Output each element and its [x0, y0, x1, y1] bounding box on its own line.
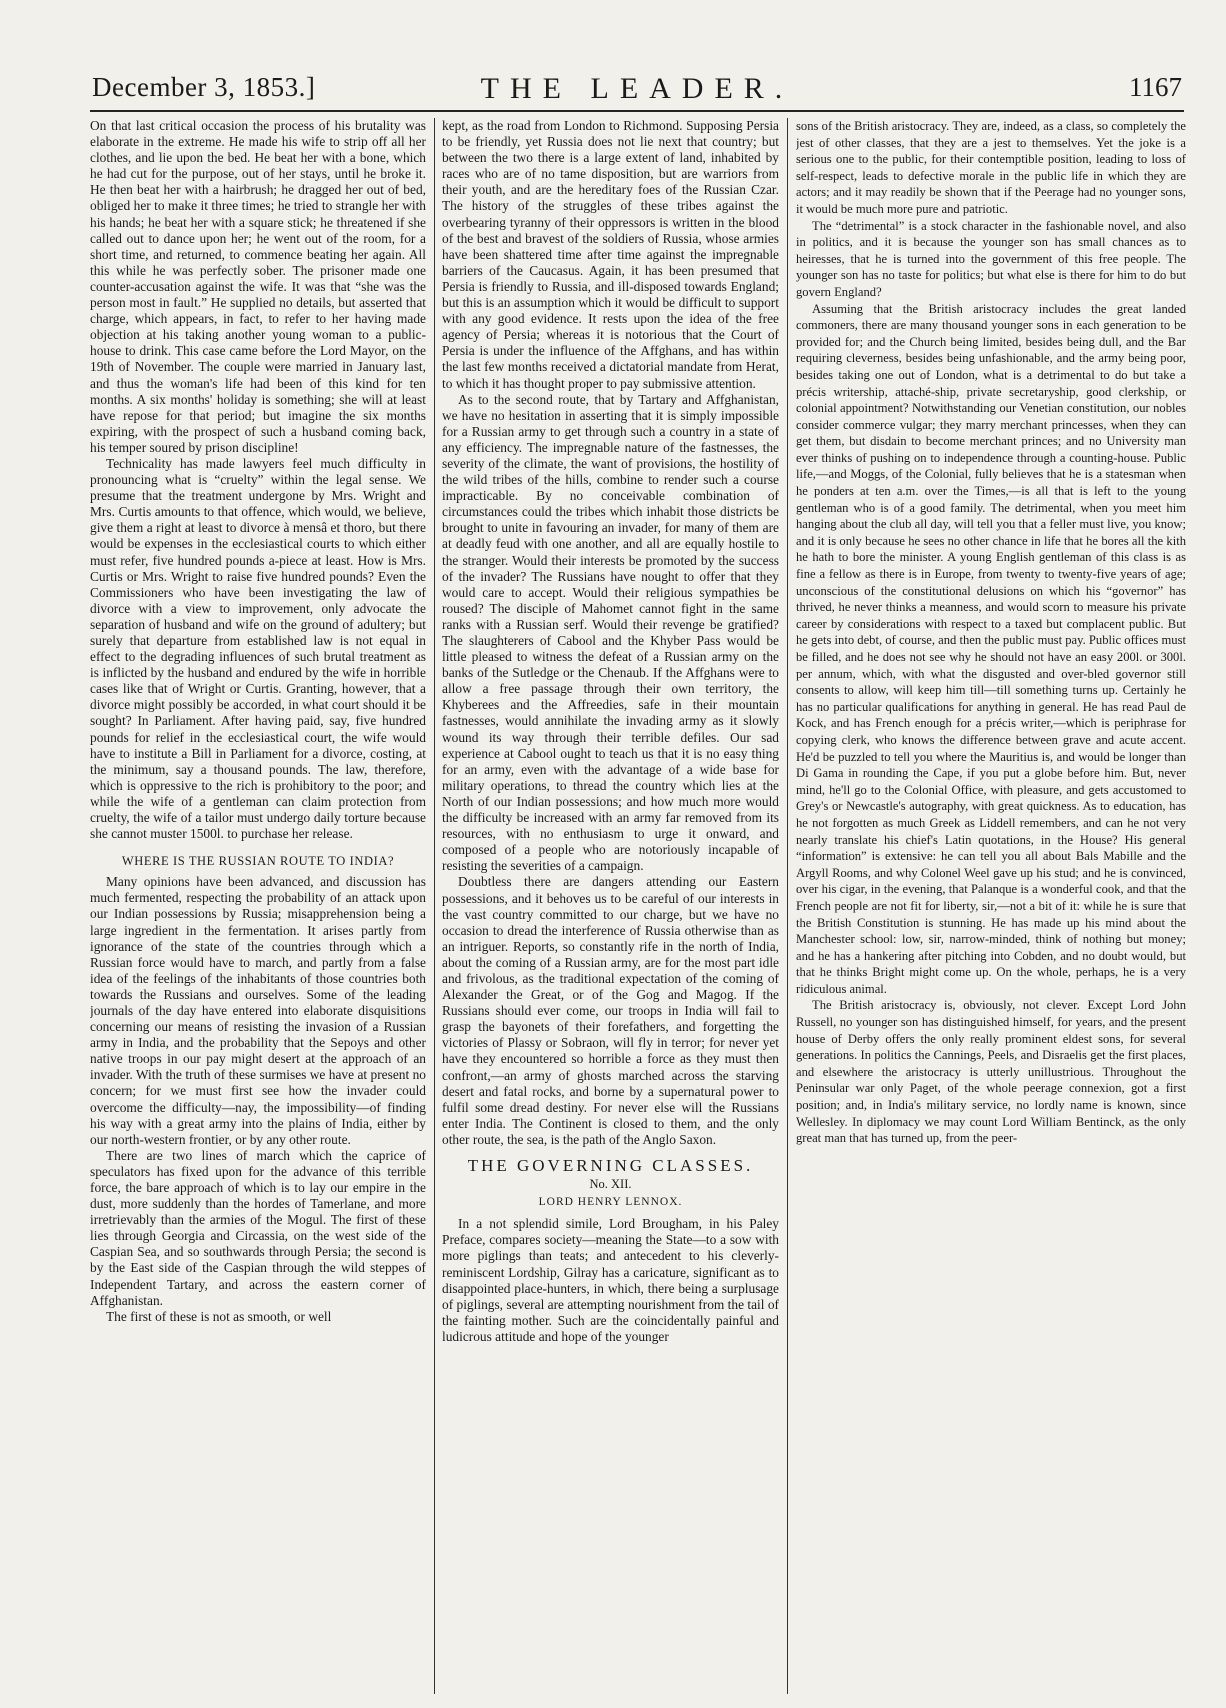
paragraph: On that last critical occasion the process of his brutality was elaborate in the extreme. He made his wife to strip off all her clothes, and lie upon the bed. He beat her with a bone, which he had cut for the purpose, out of her stays, until he broke it. He then beat her with a hairbrush; he dragged her out of bed, obliged her to make it three times; he tried to strangle her with his hands; he beat her with a square stick; he threatened if she called out to dance upon her; he went out of the room, for a short time, and returned, to commence beating her again. All this while he was perfectly sober. The prisoner made one counter-accusation against the wife. It was that “she was the person most in fault.” He supplied no details, but asserted that charge, which appears, in fact, to refer to her having made objection at his taking another young woman to a public-house to drink. This case came before the Lord Mayor, on the 19th of November. The couple were married in January last, and thus the woman's life had been of this kind for ten months. A six months' holiday is something; she will at least have repose for that period; but imagine the six months expiring, with the prospect of such a husband coming back, his temper soured by prison discipline! [90, 118, 426, 455]
column-divider [434, 118, 435, 1694]
newspaper-title: THE LEADER. [480, 72, 794, 105]
paragraph: Many opinions have been advanced, and discussion has much fermented, respecting the probability of an attack upon our Indian possessions by Russia; misapprehension being a large ingredient in the fermentation. It arises partly from ignorance of the state of the countries through which a Russian force would have to march, and partly from a false idea of the feelings of the inhabitants of those countries both towards the Russians and ourselves. Some of the leading journals of the day have entered into elaborate disquisitions concerning our means of resisting the invasion of a Russian army in India, and the probability that the Sepoys and other native troops in our pay might desert at the approach of an invader. With the truth of these surmises we have at present no concern; for we must first see how the invader could overcome the difficulty—nay, the impossibility—of finding his way with a great army into the plains of India, either by our north-western frontier, or by any other route. [90, 874, 426, 1147]
issue-date: December 3, 1853.] [92, 72, 316, 102]
paragraph: The “detrimental” is a stock character in the fashionable novel, and also in politics, and it is because the younger son has small chances as to heiresses, that he is turned into the government of this free people. The younger son has no taste for politics; but what else is there for him to do but govern England? [796, 218, 1186, 299]
paragraph: There are two lines of march which the caprice of speculators has fixed upon for the advance of this terrible force, the bare approach of which is to lay our empire in the dust, more suddenly than the hordes of Tamerlane, and more irretrievably than the armies of the Mogul. The first of these lies through Georgia and Circassia, on the west side of the Caspian Sea, and so southwards through Persia; the second is by the East side of the Caspian through the wild steppes of Independent Tartary, and across the eastern corner of Affghanistan. [90, 1147, 426, 1308]
paragraph: In a not splendid simile, Lord Brougham, in his Paley Preface, compares society—meaning the State—to a sow with more piglings than teats; and antecedent to his cleverly-reminiscent Lordship, Gilray has a caricature, significant as to disappointed place-hunters, in which, there being a surplusage of piglings, several are attempting nourishment from the tail of the fainting mother. Such are the coincidentally painful and ludicrous attitude and hope of the younger [442, 1216, 779, 1344]
paragraph: As to the second route, that by Tartary and Affghanistan, we have no hesitation in asserting that it is simply impossible for a Russian army to get through such a country in a state of any efficiency. The impregnable nature of the fastnesses, the severity of the climate, the want of provisions, the hostility of the wild tribes of the hills, combine to render such a course impracticable. By no conceivable combination of circumstances could the tribes which inhabit those districts be brought to unite in favouring an invader, for many of them are at deadly feud with one another, and all are equally hostile to the stranger. Would their interests be promoted by the success of the invader? The Russians have nought to offer that they would care to accept. Would their religious sympathies be roused? The disciple of Mahomet cannot fight in the same ranks with a Russian serf. Would their revenge be gratified? The slaughterers of Cabool and the Khyber Pass would be little pleased to witness the defeat of a Russian army on the banks of the Sutledge or the Chenaub. If the Affghans were to allow a free passage through their own territory, the Khyberees and the Affreedies, safe in their mountain fastnesses, would annihilate the invading army as it slowly wound its way through their terrible defiles. Our sad experience at Cabool ought to teach us that it is no easy thing for an army, even with the advantage of a wide base for military operations, to thread the country which lies at the North of our Indian possessions; and how much more would the difficulty be increased with an army far removed from its resources, with no enthusiasm to urge it onward, and composed of a people who are notoriously incapable of resisting the severities of a campaign. [442, 391, 779, 874]
article-columns [90, 118, 1186, 1694]
paragraph: kept, as the road from London to Richmond. Supposing Persia to be friendly, yet Russia does not lie next that country; but between the two there is a large extent of land, inhabited by races who are of no tame disposition, but are warriors from their youth, and are the hereditary foes of the Russian Czar. The history of the struggles of these tribes against the overbearing tyranny of their oppressors is written in the blood of the best and bravest of the soldiers of Russia, whose armies have been shattered time after time against the impregnable barriers of the Caucasus. Again, it has been presumed that Persia is friendly to Russia, and ill-disposed towards England; but this is an assumption which it would be difficult to support with any good evidence. It rests upon the idea of the free agency of Persia; whereas it is notorious that the Court of Persia is under the influence of the Affghans, and has within the last few months received a dictatorial mandate from Herat, to which it has thought proper to pay submissive attention. [442, 118, 779, 391]
paragraph: sons of the British aristocracy. They are, indeed, as a class, so completely the jest of other classes, that they are a jest to themselves. Yet the joke is a serious one to the public, for their contemptible position, leading to loss of self-respect, leads to defective morale in the public life in which they are actors; and it may readily be shown that if the Peerage had no younger sons, it would be much more pure and patriotic. [796, 119, 1186, 216]
paragraph: The British aristocracy is, obviously, not clever. Except Lord John Russell, no younger son has distinguished himself, for years, and the present house of Derby offers the only really prominent eldest sons, for several generations. In politics the Cannings, Peels, and Disraelis get the first places, and elsewhere the aristocracy is utterly unillustrious. Throughout the Peninsular war only Paget, of the whole peerage connexion, got a first position; and, in India's military service, no lordly name is known, since Wellesley. In diplomacy we may count Lord William Bentinck, as the only great man that has turned up, from the peer- [796, 998, 1186, 1146]
column-divider [787, 118, 788, 1694]
paragraph: Assuming that the British aristocracy includes the great landed commoners, there are many thousand younger sons in each generation to be provided for; and the Church being limited, besides being dull, and the Bar requiring cleverness, besides being unfashionable, and the army being poor, besides taking one out of London, what is a detrimental to do but take a précis writership, attaché-ship, private secretaryship, good clerkship, or colonial appointment? Notwithstanding our Venetian constitution, our nobles consider commerce vulgar; they marry merchant princesses, when they can get them, but disdain to become merchant princes; and no University man ever thinks of pushing on to independence through a counting-house. Public life,—and Moggs, of the Colonial, fully believes that he is a statesman when he ponders at ten a.m. over the Times,—is all that is left to the young gentleman who is of a good family. The detrimental, when you meet him hanging about the club all day, will tell you that a feller must live, you know; and it is only because he sees no other chance in life that he bores all the kith he hath to bore the minister. A young English gentleman of this class is as fine a fellow as there is in Europe, from twenty to twenty-five years of age; unconscious of the constitutional delusions on which his “governor” has thrived, he never thinks a meanness, and would scorn to measure his private career by considerations with respect to a taxed but complacent public. But he gets into debt, of course, and then the public must pay. Public offices must be filled, and he does not see why he should not have an easy 200l. or 300l. per annum, which, with what the disgusted and over-bled governor still consents to allow, will keep him till—till something turns up. Certainly he has no particular qualifications for anything in general. He has read Paul de Kock, and has French enough for a précis writer,—which is periphrase for copying clerk, who knows the difference between grave and acute accent. He'd be puzzled to tell you where the Mauritius is, and would be longer than Di Gama in rounding the Cape, if you put a globe before him. But, never mind, he'll go to the Colonial Office, with pleasure, and gets accustomed to Grey's or Newcastle's autography, with great quickness. As to education, has he not forgotten as much Greek as Liddell remembers, and can he not very nearly translate his chief's Latin quotations, in the House? His general “information” is extensive: he can tell you all about Bals Mabille and the Argyll Rooms, and why Colonel Weel gave up his stud; and he is convinced, over his cigar, in the evening, that Palanque is a wonderful cook, and that the French people are not fit for liberty, sir,—not a bit of it: while he is sure that the British Constitution is stunning. He has made up his mind about the Manchester school: low, sir, narrow-minded, think of nothing but money; and he has a hankering after pitching into Cobden, and no doubt would, but that he thinks Bright might come up. On the whole, perhaps, he is a very ridiculous animal. [796, 301, 1186, 996]
paragraph: The first of these is not as smooth, or well [106, 1308, 332, 1324]
article-heading-russian-route: WHERE IS THE RUSSIAN ROUTE TO INDIA? [121, 854, 395, 869]
column-3 [796, 118, 1186, 1694]
paragraph: Doubtless there are dangers attending our Eastern possessions, and it behoves us to be careful of our interests in the vast country committed to our charge, but we have no occasion to dread the interference of Russia otherwise than as an intriguer. Reports, so constantly rife in the north of India, about the coming of a Russian army, are for the most part idle and frivolous, as the traditional expectation of the coming of Alexander the Great, or of the Gog and Magog. If the Russians should ever come, our troops in India will fail to grasp the bayonets of their forefathers, and forgetting the victories of Plassy or Sobraon, will fly in terror; for never yet have they encountered so horrible a force as they must then confront,—an army of ghosts marched across the starving desert and fatal rocks, and borne by a supernatural power to fulfil some dread destiny. For never else will the Russians enter India. The Continent is closed to them, and the only other route, the sea, is the path of the Anglo Saxon. [442, 874, 779, 1147]
article-number: No. XII. [589, 1177, 632, 1192]
column-1 [90, 118, 426, 1694]
article-subheading: LORD HENRY LENNOX. [538, 1196, 683, 1209]
paragraph: Technicality has made lawyers feel much difficulty in pronouncing what is “cruelty” within the legal sense. We presume that the treatment undergone by Mrs. Wright and Mrs. Curtis amounts to that offence, which would, we believe, give them a right at least to divorce à mensâ et thoro, but there would be expenses in the ecclesiastical courts to which either must refer, five hundred pounds a-piece at least. How is Mrs. Curtis or Mrs. Wright to raise five hundred pounds? Even the Commissioners who have been investigating the law of divorce with a view to improvement, only advocate the separation of husband and wife on the ground of adultery; but surely that departure from established law is not equal in effect to the degrading influences of such brutal treatment as is inflicted by the husband and endured by the wife in horrible cases like that of Wright or Curtis. Granting, however, that a divorce might possibly be accorded, in what court should it be sought? In Parliament. After having paid, say, five hundred pounds for relief in the ecclesiastical court, the wife would have to institute a Bill in Parliament for a divorce, costing, at the minimum, say a thousand pounds. The law, therefore, which is oppressive to the rich is prohibitory to the poor; and while the wife of a gentleman can claim protection from cruelty, the wife of a tailor must undergo daily torture because she cannot muster 1500l. to purchase her release. [90, 455, 426, 842]
article-heading-governing-classes: THE GOVERNING CLASSES. [467, 1156, 754, 1175]
column-2 [442, 118, 779, 1694]
masthead [90, 70, 1184, 112]
page-number: 1167 [1129, 72, 1182, 102]
